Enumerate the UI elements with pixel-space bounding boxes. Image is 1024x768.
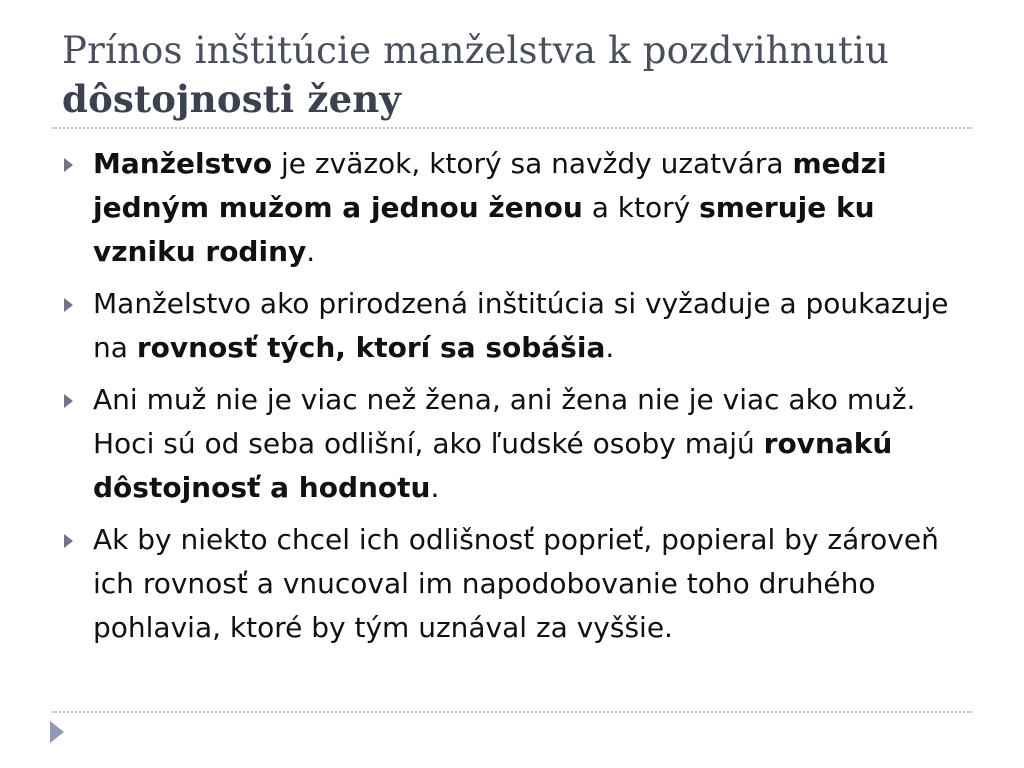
triangle-right-icon [64,534,73,548]
triangle-right-icon [64,158,73,172]
bullet-item-4 [62,518,962,650]
text: . [605,331,615,364]
text: a ktorý [582,191,700,224]
text: . [306,235,316,268]
bullet-item-1 [62,142,962,274]
triangle-right-icon [64,298,73,312]
title-line-1: Prínos inštitúcie manželstva k pozdvihnutiu [62,29,889,72]
bullet-text-4: Ak by niekto chcel ich odlišnosť poprieť, popieral by zároveň ich rovnosť a vnucoval im napodobovanie toho druhého pohlavia, ktoré by tým uznával za vyššie. [93,523,939,644]
bold-text: medzi jedným mužom a jednou ženou [93,147,887,224]
bullet-list [62,142,962,658]
bullet-item-3 [62,378,962,510]
text: je zväzok, ktorý sa navždy uzatvára [272,147,793,180]
text: Ani muž nie je viac než žena, ani žena nie je viac ako muž. Hoci sú od seba odlišní, ako ľudské osoby majú [93,383,916,460]
bullet-text-2 [93,287,949,364]
bold-text: rovnosť tých, ktorí sa sobášia [136,331,606,364]
title-line-2: dôstojnosti ženy [62,77,402,121]
bold-text: Manželstvo [93,147,273,180]
bullet-item-2 [62,282,962,370]
bold-text: rovnakú dôstojnosť a hodnotu [93,427,893,504]
text: . [430,471,440,504]
bullet-text-1 [93,147,887,268]
footer-divider [52,711,972,713]
bullet-text-3 [93,383,915,504]
title-divider [52,127,972,129]
next-slide-icon[interactable] [50,721,64,743]
bold-text: smeruje ku vzniku rodiny [93,191,875,268]
slide-title [62,26,982,124]
text: Manželstvo ako prirodzená inštitúcia si vyžaduje a poukazuje na [93,287,949,364]
triangle-right-icon [64,394,73,408]
